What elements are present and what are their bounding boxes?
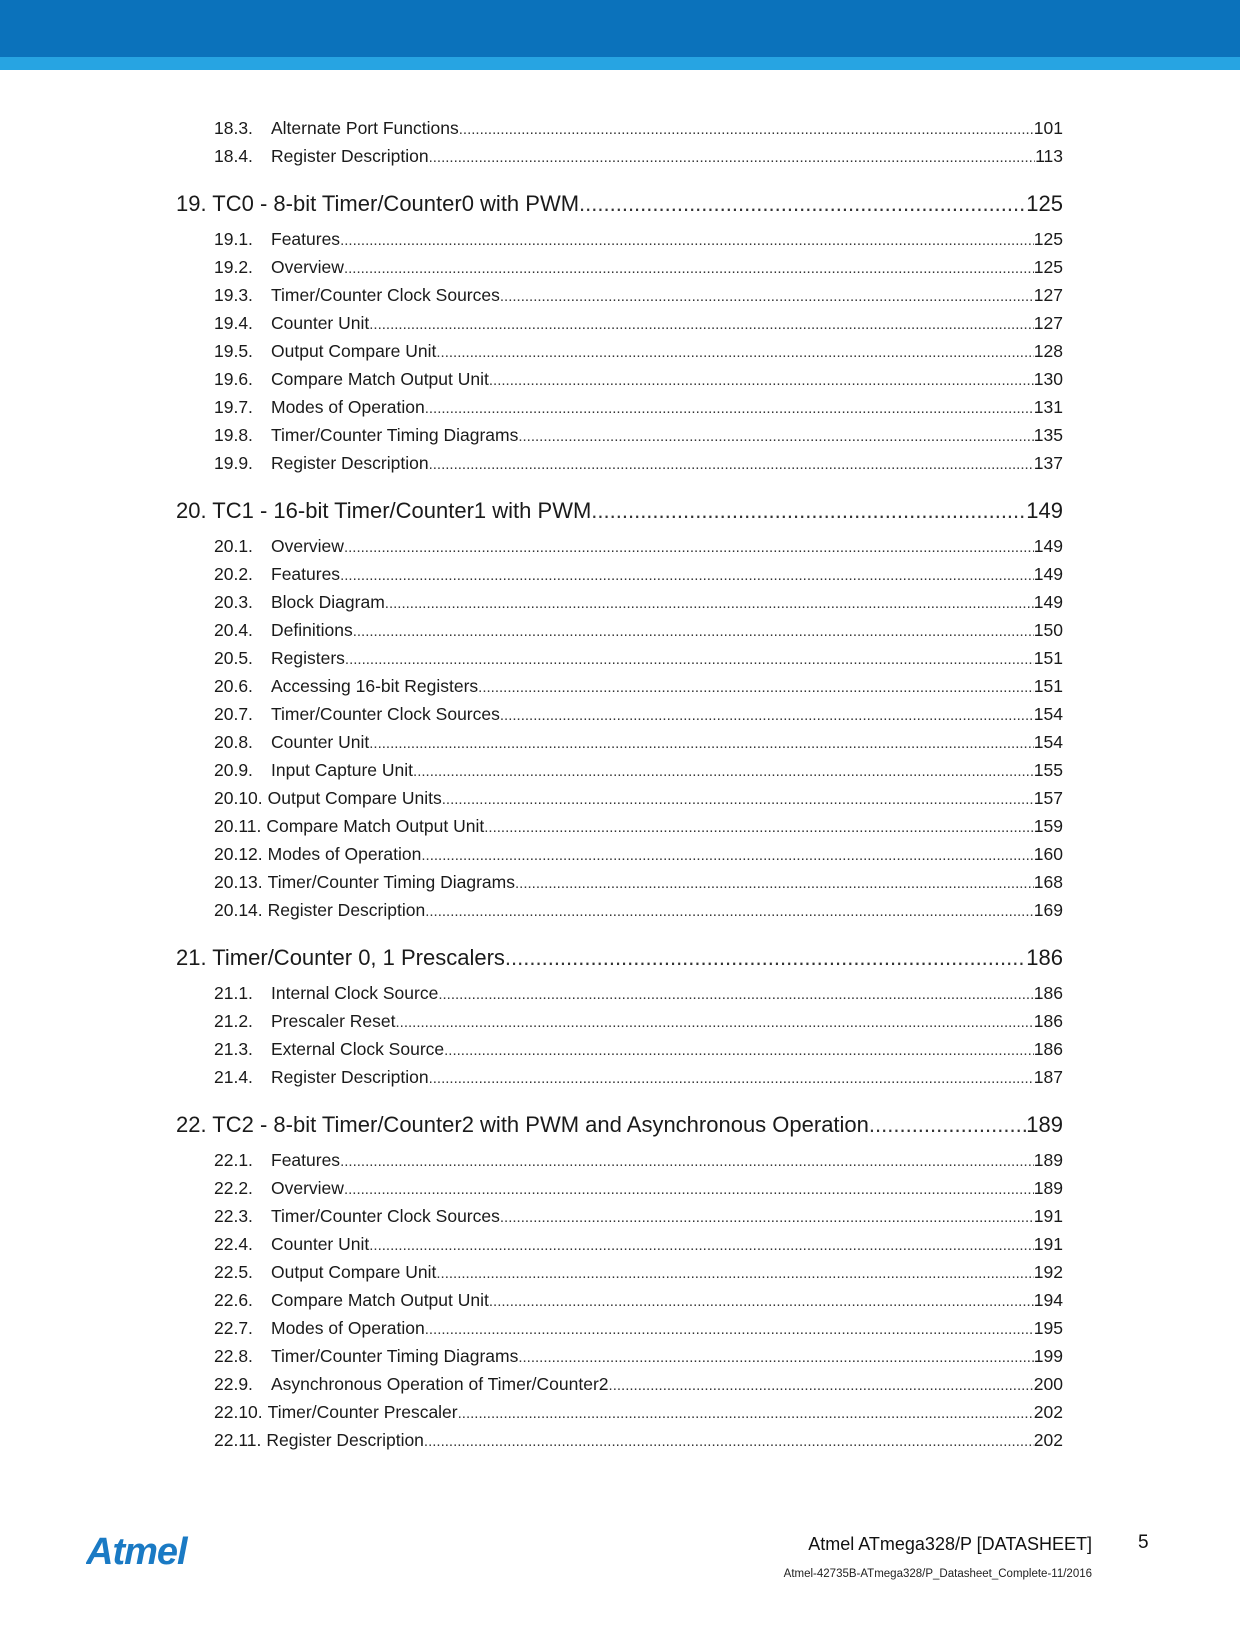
toc-chapter-title: 22. TC2 - 8-bit Timer/Counter2 with PWM and Asynchronous Operation [176,1112,869,1137]
toc-leader-dots [396,1009,1034,1037]
toc-chapter-page: 189 [1026,1112,1063,1137]
toc-entry-title: Internal Clock Source [271,983,439,1003]
toc-leader-dots [369,311,1034,339]
toc-entry-number: 20.13. [214,872,263,892]
atmel-logo-text: Atmel [86,1531,187,1572]
toc-section [176,186,1063,477]
toc-entry-page: 151 [1033,648,1063,668]
toc-chapter-page: 149 [1026,498,1063,523]
toc-entry-title: Overview [271,257,344,277]
toc-entry[interactable] [176,728,1063,756]
toc-entry-page: 192 [1033,1262,1063,1282]
toc-entry-page: 160 [1033,844,1063,864]
toc-entry-title: Modes of Operation [271,1318,425,1338]
toc-entry-title: Timer/Counter Clock Sources [271,285,500,305]
toc-entry-title: Register Description [267,900,426,920]
header-band [0,0,1240,70]
toc-entry-page: 135 [1033,425,1063,445]
toc-entry[interactable] [176,812,1063,840]
toc-entry-title: Block Diagram [271,592,385,612]
toc-entry-title: Definitions [271,620,353,640]
toc-entry-number: 22.10. [214,1402,263,1422]
toc-leader-dots [425,898,1034,926]
toc-entry-page: 194 [1033,1290,1063,1310]
toc-entry-title: Register Description [271,453,429,473]
toc-entry-number: 20.3. [214,592,253,612]
toc-entry[interactable] [176,253,1063,281]
toc-entry-number: 20.7. [214,704,253,724]
footer-doc-title: Atmel ATmega328/P [DATASHEET] [808,1534,1092,1554]
toc-leader-dots [424,1428,1034,1456]
toc-entry-title: Prescaler Reset [271,1011,396,1031]
toc-entry[interactable] [176,1426,1063,1454]
toc-entry[interactable] [176,588,1063,616]
toc-entry-number: 19.9. [214,453,253,473]
toc-entry-page: 168 [1033,872,1063,892]
toc-entry-number: 18.4. [214,146,253,166]
toc-entry-number: 22.3. [214,1206,253,1226]
toc-entry-number: 22.7. [214,1318,253,1338]
toc-entry[interactable] [176,700,1063,728]
toc-entry-page: 101 [1033,118,1063,138]
toc-entry[interactable] [176,1230,1063,1258]
toc-entry-page: 127 [1033,285,1063,305]
toc-leader-dots [489,367,1034,395]
toc-entry[interactable] [176,225,1063,253]
toc-entry[interactable] [176,449,1063,477]
toc-entry-page: 202 [1033,1430,1063,1450]
toc-leader-dots [344,255,1034,283]
toc-entry[interactable] [176,896,1063,924]
toc-entry-page: 125 [1033,257,1063,277]
toc-leader-dots [500,283,1034,311]
toc-entry-page: 202 [1033,1402,1063,1422]
toc-entry-title: Input Capture Unit [271,760,414,780]
toc-entry-title: Asynchronous Operation of Timer/Counter2 [271,1374,609,1394]
toc-entry[interactable] [176,1063,1063,1091]
toc-entry-number: 19.4. [214,313,253,333]
toc-chapter-title: 21. Timer/Counter 0, 1 Prescalers [176,945,505,970]
toc-entry-number: 20.8. [214,732,253,752]
toc-entry-page: 113 [1035,146,1063,166]
toc-leader-dots [500,702,1034,730]
toc-entry-title: Modes of Operation [267,844,422,864]
toc-entry-number: 22.4. [214,1234,253,1254]
toc-entry-page: 187 [1033,1067,1063,1087]
toc-entry[interactable] [176,644,1063,672]
toc-entry[interactable] [176,840,1063,868]
toc-entry-page: 149 [1033,564,1063,584]
toc-chapter-page: 125 [1026,191,1063,216]
toc-entry[interactable] [176,672,1063,700]
table-of-contents [176,114,1063,1454]
toc-leader-dots [505,940,1026,975]
toc-entry-title: Timer/Counter Timing Diagrams [271,1346,519,1366]
toc-entry[interactable] [176,1370,1063,1398]
toc-leader-dots [425,395,1034,423]
toc-section [176,1107,1063,1454]
toc-entry-number: 19.1. [214,229,253,249]
toc-leader-dots [518,1344,1033,1372]
toc-chapter-title: 19. TC0 - 8-bit Timer/Counter0 with PWM [176,191,580,216]
toc-leader-dots [413,758,1034,786]
toc-leader-dots [484,814,1034,842]
toc-leader-dots [353,618,1034,646]
toc-section [176,493,1063,924]
toc-entry-number: 20.9. [214,760,253,780]
toc-entry-number: 19.7. [214,397,253,417]
toc-leader-dots [436,339,1033,367]
toc-entry[interactable] [176,281,1063,309]
toc-leader-dots [344,534,1034,562]
toc-entry-title: Timer/Counter Clock Sources [271,704,500,724]
toc-leader-dots [869,1107,1026,1142]
toc-entry-title: Features [271,1150,341,1170]
toc-entry[interactable] [176,1202,1063,1230]
toc-entry-number: 19.5. [214,341,253,361]
toc-entry[interactable] [176,979,1063,1007]
toc-leader-dots [421,842,1033,870]
toc-entry-title: Features [271,564,341,584]
toc-entry-title: Overview [271,536,344,556]
toc-entry-page: 154 [1033,732,1063,752]
toc-section [176,940,1063,1091]
atmel-logo [86,1530,216,1572]
toc-entry-title: Accessing 16-bit Registers [271,676,479,696]
toc-leader-dots [340,562,1034,590]
toc-entry-title: Counter Unit [271,313,370,333]
toc-entry-number: 21.4. [214,1067,253,1087]
toc-entry-page: 195 [1033,1318,1063,1338]
toc-entry[interactable] [176,337,1063,365]
toc-entry-page: 200 [1033,1374,1063,1394]
toc-entry-number: 19.3. [214,285,253,305]
toc-entry[interactable] [176,114,1063,142]
toc-entry[interactable] [176,1007,1063,1035]
toc-entry[interactable] [176,756,1063,784]
toc-entry-page: 169 [1033,900,1063,920]
toc-entry-number: 19.2. [214,257,253,277]
toc-leader-dots [459,116,1034,144]
toc-entry[interactable] [176,1398,1063,1426]
toc-entry[interactable] [176,393,1063,421]
toc-entry-title: Timer/Counter Prescaler [267,1402,458,1422]
toc-chapter-heading[interactable] [176,493,1063,528]
toc-entry-title: Compare Match Output Unit [266,816,485,836]
toc-entry-page: 189 [1033,1150,1063,1170]
toc-entry[interactable] [176,365,1063,393]
toc-entry-number: 20.14. [214,900,263,920]
toc-entry-title: Output Compare Unit [271,1262,437,1282]
toc-leader-dots [429,1065,1034,1093]
toc-entry[interactable] [176,560,1063,588]
toc-entry-title: Features [271,229,341,249]
toc-entry-number: 18.3. [214,118,253,138]
toc-entry[interactable] [176,142,1063,170]
toc-chapter-heading[interactable] [176,940,1063,975]
toc-leader-dots [609,1372,1034,1400]
toc-entry-page: 127 [1033,313,1063,333]
toc-entry-page: 125 [1033,229,1063,249]
toc-entry[interactable] [176,421,1063,449]
toc-entry-page: 189 [1033,1178,1063,1198]
toc-entry-page: 150 [1033,620,1063,640]
toc-entry-page: 154 [1033,704,1063,724]
toc-entry-number: 22.2. [214,1178,253,1198]
toc-leader-dots [429,451,1034,479]
toc-entry-page: 149 [1033,536,1063,556]
footer-doc-code: Atmel-42735B-ATmega328/P_Datasheet_Complete-11/2016 [783,1568,1092,1580]
toc-leader-dots [429,144,1036,172]
toc-entry[interactable] [176,616,1063,644]
toc-entry-number: 20.1. [214,536,253,556]
toc-leader-dots [340,1148,1034,1176]
toc-entry-page: 155 [1033,760,1063,780]
toc-leader-dots [340,227,1034,255]
toc-entry-number: 20.4. [214,620,253,640]
toc-entry-title: Compare Match Output Unit [271,369,489,389]
toc-entry-number: 22.5. [214,1262,253,1282]
toc-entry-page: 186 [1033,983,1063,1003]
toc-entry-page: 186 [1033,1039,1063,1059]
toc-leader-dots [518,423,1033,451]
toc-entry[interactable] [176,532,1063,560]
toc-entry-title: Overview [271,1178,344,1198]
toc-entry-number: 20.11. [214,816,262,836]
toc-entry-number: 20.6. [214,676,253,696]
toc-leader-dots [369,730,1034,758]
toc-entry-number: 22.6. [214,1290,253,1310]
toc-entry-title: Compare Match Output Unit [271,1290,489,1310]
toc-entry-page: 191 [1033,1234,1063,1254]
toc-leader-dots [489,1288,1034,1316]
toc-chapter-heading[interactable] [176,186,1063,221]
toc-leader-dots [438,981,1033,1009]
toc-leader-dots [345,646,1034,674]
toc-entry-title: Timer/Counter Timing Diagrams [267,872,515,892]
toc-entry[interactable] [176,868,1063,896]
toc-leader-dots [436,1260,1033,1288]
toc-entry-title: Registers [271,648,345,668]
toc-chapter-title: 20. TC1 - 16-bit Timer/Counter1 with PWM [176,498,592,523]
toc-leader-dots [515,870,1034,898]
toc-entry-number: 22.1. [214,1150,253,1170]
toc-entry-title: Output Compare Unit [271,341,437,361]
toc-entry-number: 20.2. [214,564,253,584]
toc-entry-number: 19.6. [214,369,253,389]
toc-leader-dots [478,674,1034,702]
toc-entry-number: 21.3. [214,1039,253,1059]
toc-entry-number: 22.8. [214,1346,253,1366]
toc-entry-number: 21.1. [214,983,253,1003]
toc-entry-page: 130 [1033,369,1063,389]
toc-entry-title: Timer/Counter Timing Diagrams [271,425,519,445]
toc-chapter-page: 186 [1026,945,1063,970]
toc-leader-dots [344,1176,1034,1204]
toc-entry-number: 19.8. [214,425,253,445]
footer-page-number: 5 [1138,1532,1149,1553]
toc-entry-title: Register Description [271,146,429,166]
toc-entry-title: Timer/Counter Clock Sources [271,1206,500,1226]
toc-entry-title: Counter Unit [271,1234,370,1254]
toc-entry-page: 131 [1033,397,1063,417]
toc-entry-number: 20.5. [214,648,253,668]
toc-entry-number: 20.10. [214,788,263,808]
toc-leader-dots [444,1037,1034,1065]
toc-leader-dots [591,493,1026,528]
toc-entry[interactable] [176,309,1063,337]
toc-leader-dots [425,1316,1034,1344]
toc-chapter-heading[interactable] [176,1107,1063,1142]
toc-entry[interactable] [176,784,1063,812]
toc-entry-title: Register Description [266,1430,424,1450]
toc-entry-title: External Clock Source [271,1039,445,1059]
toc-entry-title: Counter Unit [271,732,370,752]
toc-leader-dots [579,186,1026,221]
toc-entry[interactable] [176,1035,1063,1063]
toc-entry[interactable] [176,1286,1063,1314]
toc-entry-page: 159 [1033,816,1063,836]
toc-entry[interactable] [176,1174,1063,1202]
toc-entry[interactable] [176,1342,1063,1370]
toc-entry-number: 20.12. [214,844,263,864]
toc-entry-number: 22.11. [214,1430,262,1450]
toc-entry-page: 151 [1033,676,1063,696]
toc-leader-dots [500,1204,1034,1232]
toc-entry-number: 22.9. [214,1374,253,1394]
toc-entry-title: Alternate Port Functions [271,118,459,138]
toc-entry-title: Output Compare Units [267,788,442,808]
toc-entry[interactable] [176,1258,1063,1286]
toc-entry-page: 191 [1033,1206,1063,1226]
toc-section [176,114,1063,170]
toc-entry[interactable] [176,1146,1063,1174]
toc-leader-dots [385,590,1034,618]
toc-entry-title: Register Description [271,1067,429,1087]
toc-entry-page: 157 [1033,788,1063,808]
toc-entry[interactable] [176,1314,1063,1342]
toc-entry-page: 128 [1033,341,1063,361]
toc-entry-page: 186 [1033,1011,1063,1031]
toc-leader-dots [458,1400,1034,1428]
toc-entry-page: 149 [1033,592,1063,612]
toc-entry-page: 137 [1033,453,1063,473]
toc-leader-dots [442,786,1034,814]
toc-entry-page: 199 [1033,1346,1063,1366]
toc-entry-number: 21.2. [214,1011,253,1031]
toc-entry-title: Modes of Operation [271,397,425,417]
toc-leader-dots [369,1232,1034,1260]
